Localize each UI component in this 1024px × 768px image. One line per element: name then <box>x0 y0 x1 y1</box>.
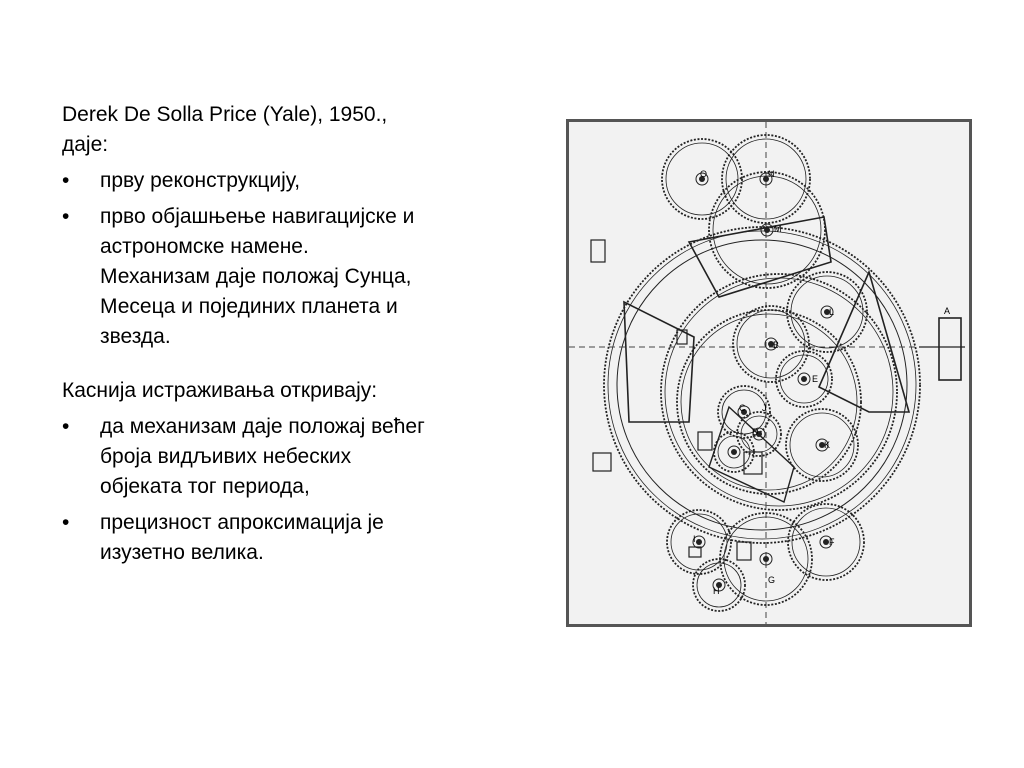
gear-label-e: E <box>812 374 819 384</box>
gear-label-i: I <box>693 534 696 544</box>
bracket-plate-3 <box>698 432 712 450</box>
lower-pointer-sector <box>709 407 794 502</box>
gear-label-c: C <box>739 403 746 413</box>
main-drive-gear <box>604 227 920 543</box>
bullet-first-reconstruction <box>62 166 552 196</box>
intro-line-2: даје: <box>62 133 109 156</box>
bullet-dot: • <box>62 415 70 438</box>
bullet-first-explanation <box>62 202 552 352</box>
bullet-dot: • <box>62 511 70 534</box>
gear-label-h: H <box>713 586 720 596</box>
bullet-text: прво објашњење навигацијске и астрономске намене. Механизам даје положај Сунца, Месеца и појединих планета и звезда. <box>100 205 415 348</box>
gear-diagram-svg <box>569 122 969 624</box>
upper-pointer-sector <box>689 217 831 297</box>
later-research-heading: Каснија истраживања откривају: <box>62 379 378 402</box>
bullet-more-objects <box>62 412 552 502</box>
inner-ring-gear-inner <box>681 314 857 490</box>
left-pointer-sector <box>624 302 694 422</box>
bullet-text: прву реконструкцију, <box>100 169 301 192</box>
gear-g-axle <box>763 556 769 562</box>
gear-label-d: D <box>752 427 759 437</box>
gear-label-a: A <box>944 306 951 316</box>
bracket-plate-0 <box>591 240 605 262</box>
gear-i-axle <box>696 539 702 545</box>
intro-line-1: Derek De Solla Price (Yale), 1950., <box>62 103 388 126</box>
bracket-plate-1 <box>593 453 611 471</box>
gear-label-k: K <box>824 440 831 450</box>
gear-j-axle <box>731 449 737 455</box>
gear-label-m: M <box>774 224 782 234</box>
gear-label-o: O <box>700 169 708 179</box>
gear-label-n: N <box>768 169 775 179</box>
text-column <box>62 100 552 568</box>
bracket-plate-5 <box>737 542 751 560</box>
bullet-text: прецизност апроксимација је изузетно велика. <box>100 511 384 564</box>
secondary-ring-gear <box>661 274 897 510</box>
secondary-ring-gear-inner <box>665 278 893 506</box>
gear-label-b: B <box>773 340 780 350</box>
right-pointer-sector <box>819 272 909 412</box>
bullet-dot: • <box>62 205 70 228</box>
gear-label-j: J <box>762 403 767 413</box>
gear-e-axle <box>801 376 807 382</box>
antikythera-mechanism-diagram <box>566 119 972 627</box>
bullet-precision <box>62 508 552 568</box>
bullet-text: да механизам даје положај већег броја видљивих небеских објеката тог периода, <box>100 415 425 498</box>
crank-handle-a <box>939 318 961 380</box>
inner-ring-gear <box>677 310 861 494</box>
gear-label-l: L <box>829 307 835 317</box>
bracket-plate-6 <box>689 547 701 557</box>
bullet-dot: • <box>62 169 70 192</box>
gear-label-g: G <box>768 575 776 585</box>
gear-label-f: F <box>829 537 835 547</box>
